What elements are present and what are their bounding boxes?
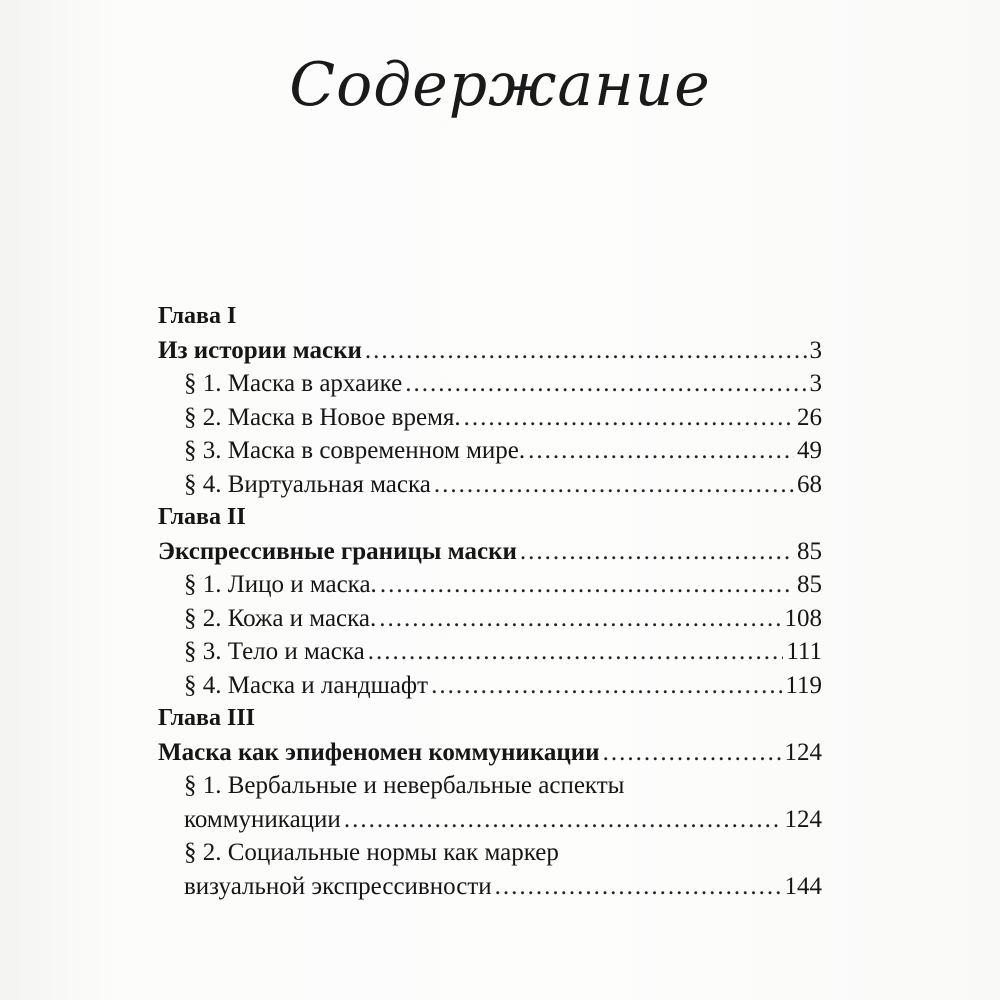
entry-text: § 4. Маска и ландшафт xyxy=(184,671,429,699)
entry-text: § 3. Тело и маска xyxy=(184,638,365,665)
dot-leader xyxy=(365,334,807,368)
toc-entry-ch2-s3 xyxy=(158,635,822,669)
chapter-3-heading: Глава III xyxy=(158,705,256,731)
dot-leader xyxy=(431,669,782,703)
page-number: 68 xyxy=(797,470,822,498)
page-number: 119 xyxy=(785,671,822,699)
toc-entry-ch1-s1 xyxy=(158,367,822,401)
toc-entry-ch3-s2 xyxy=(158,870,822,904)
table-of-contents xyxy=(158,300,822,903)
page-number: 124 xyxy=(784,805,822,833)
chapter-1-heading: Глава I xyxy=(158,303,237,329)
toc-entry-ch3-title xyxy=(158,736,822,770)
toc-entry-ch2-title xyxy=(158,535,822,569)
entry-text: § 3. Маска в современном мире. xyxy=(184,437,526,464)
page-title: Содержание xyxy=(289,50,711,120)
dot-leader xyxy=(379,602,781,636)
chapter-2-heading: Глава II xyxy=(158,504,246,530)
entry-text: Экспрессивные границы маски xyxy=(158,537,517,565)
page-number: 26 xyxy=(797,403,822,431)
toc-entry-ch1-title xyxy=(158,334,822,368)
toc-entry-ch2-s2 xyxy=(158,602,822,636)
toc-entry-ch3-s1-line1: § 1. Вербальные и невербальные аспекты xyxy=(184,772,625,799)
page-number: 144 xyxy=(784,872,822,900)
toc-entry-ch1-s4 xyxy=(158,468,822,502)
toc-entry-ch1-s3 xyxy=(158,434,822,468)
dot-leader xyxy=(368,635,784,669)
page-number: 111 xyxy=(786,638,822,665)
entry-text: § 1. Лицо и маска. xyxy=(184,571,377,598)
dot-leader xyxy=(520,535,794,569)
page-number: 108 xyxy=(784,604,822,632)
toc-entry-ch2-s4 xyxy=(158,669,822,703)
dot-leader xyxy=(464,401,794,435)
dot-leader xyxy=(380,568,794,602)
toc-entry-ch2-s1 xyxy=(158,568,822,602)
dot-leader xyxy=(344,803,782,837)
page-number: 49 xyxy=(797,437,822,464)
toc-entry-ch1-s2 xyxy=(158,401,822,435)
page-number: 85 xyxy=(797,571,822,598)
page-number: 3 xyxy=(809,370,822,397)
page-number: 124 xyxy=(784,738,822,766)
dot-leader xyxy=(495,870,782,904)
entry-text: Из истории маски xyxy=(158,336,362,364)
entry-text: § 4. Виртуальная маска xyxy=(184,470,431,498)
page-number: 3 xyxy=(809,336,822,364)
dot-leader xyxy=(528,434,794,468)
page-number: 85 xyxy=(797,537,822,565)
entry-text: коммуникации xyxy=(184,805,341,833)
entry-text: визуальной экспрессивности xyxy=(184,872,492,900)
entry-text: § 2. Кожа и маска. xyxy=(184,604,377,632)
dot-leader xyxy=(405,367,806,401)
toc-entry-ch3-s1 xyxy=(158,803,822,837)
dot-leader xyxy=(434,468,794,502)
toc-entry-ch3-s2-line1: § 2. Социальные нормы как маркер xyxy=(184,839,559,866)
dot-leader xyxy=(603,736,782,770)
entry-text: § 2. Маска в Новое время. xyxy=(184,403,461,431)
entry-text: Маска как эпифеномен коммуникации xyxy=(158,738,600,766)
entry-text: § 1. Маска в архаике xyxy=(184,370,403,397)
